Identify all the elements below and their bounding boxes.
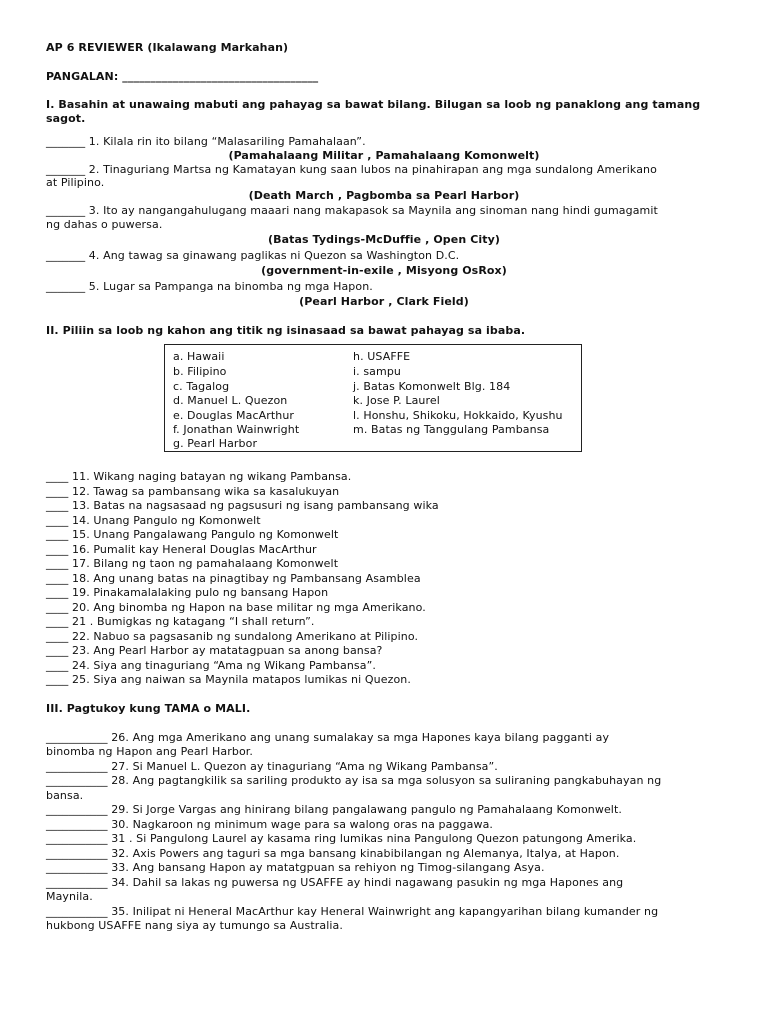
question-26-line2: binomba ng Hapon ang Pearl Harbor.: [46, 745, 253, 758]
question-15: ____ 15. Unang Pangalawang Pangulo ng Komonwelt: [46, 528, 339, 541]
question-11: ____ 11. Wikang naging batayan ng wikang Pambansa.: [46, 470, 352, 483]
question-25: ____ 25. Siya ang naiwan sa Maynila matapos lumikas ni Quezon.: [46, 673, 411, 686]
part1-instructions-line2: sagot.: [46, 112, 86, 125]
question-4: _______ 4. Ang tawag sa ginawang paglikas ni Quezon sa Washington D.C.: [46, 249, 460, 262]
choice-i: i. sampu: [353, 365, 401, 378]
question-31: ___________ 31 . Si Pangulong Laurel ay kasama ring lumikas nina Pangulong Quezon patungong Amerika.: [46, 832, 637, 845]
question-2-line1: _______ 2. Tinaguriang Martsa ng Kamatayan kung saan lubos na pinahirapan ang mga sundalong Amerikano: [46, 163, 657, 176]
choices-box: [164, 344, 582, 452]
part2-instructions: II. Piliin sa loob ng kahon ang titik ng isinasaad sa bawat pahayag sa ibaba.: [46, 324, 526, 337]
question-4-choices: (government-in-exile , Misyong OsRox): [261, 264, 507, 277]
question-29: ___________ 29. Si Jorge Vargas ang hinirang bilang pangalawang pangulo ng Pamahalaang Komonwelt.: [46, 803, 622, 816]
question-34-line2: Maynila.: [46, 890, 93, 903]
name-field-label: PANGALAN: ___________________________________: [46, 70, 319, 83]
question-24: ____ 24. Siya ang tinaguriang “Ama ng Wikang Pambansa”.: [46, 659, 376, 672]
question-1-choices: (Pamahalaang Militar , Pamahalaang Komonwelt): [228, 149, 540, 162]
question-22: ____ 22. Nabuo sa pagsasanib ng sundalong Amerikano at Pilipino.: [46, 630, 419, 643]
choice-h: h. USAFFE: [353, 350, 411, 363]
question-23: ____ 23. Ang Pearl Harbor ay matatagpuan sa anong bansa?: [46, 644, 383, 657]
choice-e: e. Douglas MacArthur: [173, 409, 295, 422]
question-2-line2: at Pilipino.: [46, 176, 105, 189]
document-title: AP 6 REVIEWER (Ikalawang Markahan): [46, 41, 289, 54]
question-35-line2: hukbong USAFFE nang siya ay tumungo sa Australia.: [46, 919, 343, 932]
choice-f: f. Jonathan Wainwright: [173, 423, 300, 436]
question-14: ____ 14. Unang Pangulo ng Komonwelt: [46, 514, 261, 527]
question-35-line1: ___________ 35. Inilipat ni Heneral MacArthur kay Heneral Wainwright ang kapangyarihan bilang kumander ng: [46, 905, 659, 918]
choice-a: a. Hawaii: [173, 350, 225, 363]
choice-d: d. Manuel L. Quezon: [173, 394, 288, 407]
question-28-line2: bansa.: [46, 789, 84, 802]
question-1: _______ 1. Kilala rin ito bilang “Malasariling Pamahalaan”.: [46, 135, 366, 148]
question-32: ___________ 32. Axis Powers ang taguri sa mga bansang kinabibilangan ng Alemanya, Italya, at Hapon.: [46, 847, 620, 860]
choice-k: k. Jose P. Laurel: [353, 394, 440, 407]
question-27: ___________ 27. Si Manuel L. Quezon ay tinaguriang “Ama ng Wikang Pambansa”.: [46, 760, 498, 773]
question-20: ____ 20. Ang binomba ng Hapon na base militar ng mga Amerikano.: [46, 601, 426, 614]
question-18: ____ 18. Ang unang batas na pinagtibay ng Pambansang Asamblea: [46, 572, 421, 585]
question-21: ____ 21 . Bumigkas ng katagang “I shall return”.: [46, 615, 315, 628]
question-16: ____ 16. Pumalit kay Heneral Douglas MacArthur: [46, 543, 317, 556]
question-17: ____ 17. Bilang ng taon ng pamahalaang Komonwelt: [46, 557, 339, 570]
part3-instructions: III. Pagtukoy kung TAMA o MALI.: [46, 702, 251, 715]
choice-m: m. Batas ng Tanggulang Pambansa: [353, 423, 550, 436]
question-28-line1: ___________ 28. Ang pagtangkilik sa sariling produkto ay isa sa mga solusyon sa suliraning pangkabuhayan ng: [46, 774, 662, 787]
choice-c: c. Tagalog: [173, 380, 230, 393]
question-3-choices: (Batas Tydings-McDuffie , Open City): [267, 233, 501, 246]
question-2-choices: (Death March , Pagbomba sa Pearl Harbor): [248, 189, 520, 202]
question-30: ___________ 30. Nagkaroon ng minimum wage para sa walong oras na paggawa.: [46, 818, 494, 831]
question-26-line1: ___________ 26. Ang mga Amerikano ang unang sumalakay sa mga Hapones kaya bilang pagganti ay: [46, 731, 610, 744]
question-33: ___________ 33. Ang bansang Hapon ay matatgpuan sa rehiyon ng Timog-silangang Asya.: [46, 861, 545, 874]
question-3-line1: _______ 3. Ito ay nangangahulugang maaari nang makapasok sa Maynila ang sinoman nang hindi gumagamit: [46, 204, 658, 217]
question-3-line2: ng dahas o puwersa.: [46, 218, 163, 231]
choice-l: l. Honshu, Shikoku, Hokkaido, Kyushu: [353, 409, 563, 422]
question-5-choices: (Pearl Harbor , Clark Field): [299, 295, 469, 308]
question-12: ____ 12. Tawag sa pambansang wika sa kasalukuyan: [46, 485, 340, 498]
question-5: _______ 5. Lugar sa Pampanga na binomba ng mga Hapon.: [46, 280, 373, 293]
choice-g: g. Pearl Harbor: [173, 437, 258, 450]
choice-j: j. Batas Komonwelt Blg. 184: [353, 380, 511, 393]
choice-b: b. Filipino: [173, 365, 227, 378]
part1-instructions-line1: I. Basahin at unawaing mabuti ang pahayag sa bawat bilang. Bilugan sa loob ng panaklong ang tamang: [46, 98, 701, 111]
question-13: ____ 13. Batas na nagsasaad ng pagsusuri ng isang pambansang wika: [46, 499, 439, 512]
question-34-line1: ___________ 34. Dahil sa lakas ng puwersa ng USAFFE ay hindi nagawang pasukin ng mga Hapones ang: [46, 876, 624, 889]
question-19: ____ 19. Pinakamalalaking pulo ng bansang Hapon: [46, 586, 329, 599]
